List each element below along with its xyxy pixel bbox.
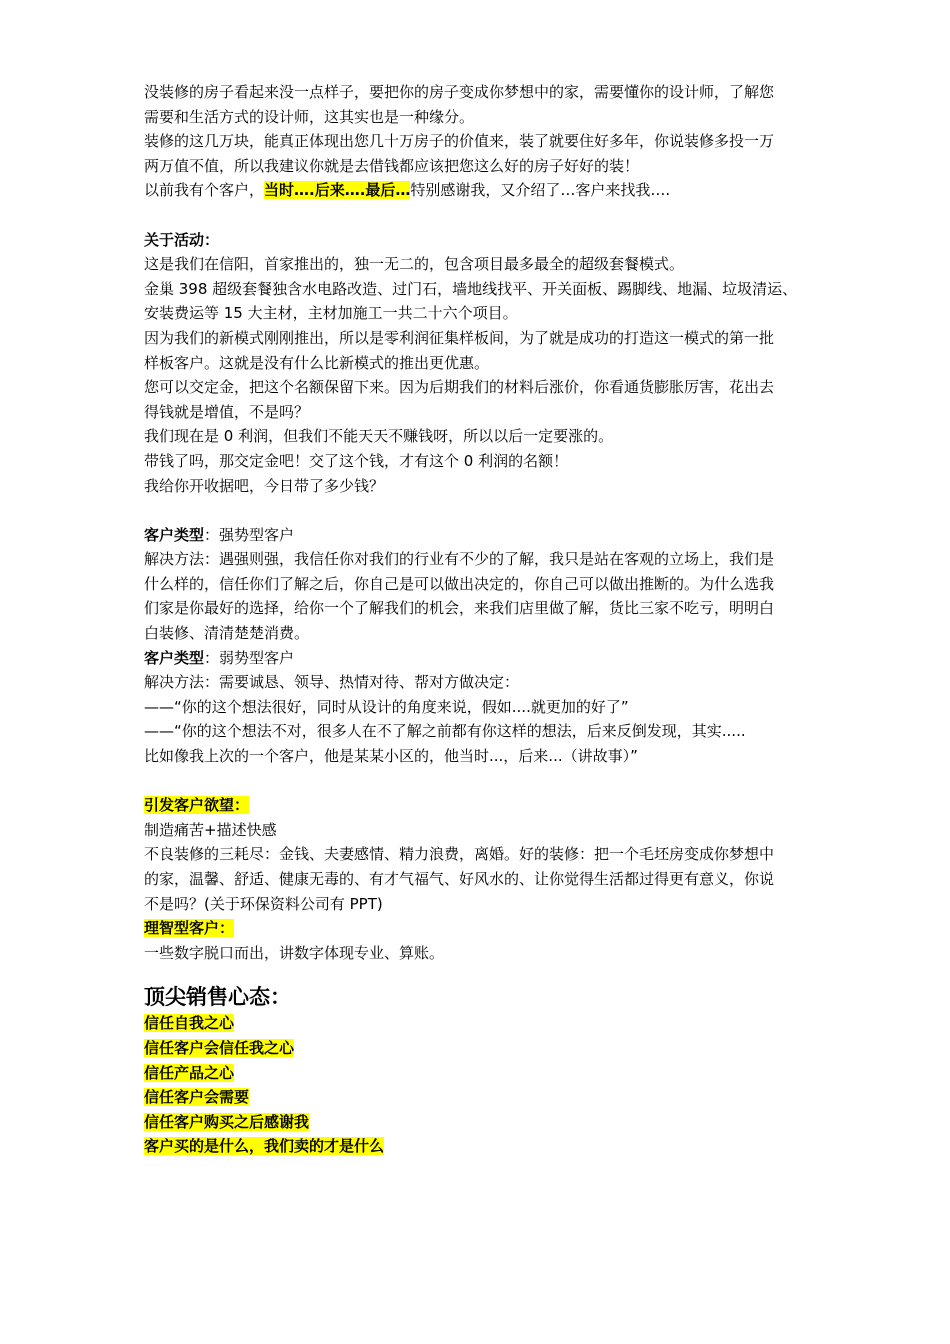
strong-solution-line: 白装修、清清楚楚消费。 <box>144 624 310 643</box>
desire-heading: 引发客户欲望： <box>144 796 250 815</box>
customer-type-strong <box>144 523 864 548</box>
intro-story-line <box>144 178 864 203</box>
desire-line: 的家，温馨、舒适、健康无毒的、有才气福气、好风水的、让你觉得生活都过得更有意义，你说 <box>144 870 775 888</box>
weak-solution-line: ——“你的这个想法不对，很多人在不了解之前都有你这样的想法，后来反倒发现，其实..... <box>144 722 746 741</box>
activity-line: 得钱就是增值，不是吗？ <box>144 402 310 421</box>
activity-heading: 关于活动： <box>144 230 220 249</box>
spacer <box>144 769 864 794</box>
customer-type-weak <box>144 646 864 671</box>
mindset-item-text: 信任客户会需要 <box>144 1088 250 1107</box>
mindset-item <box>144 1011 864 1036</box>
activity-line: 带钱了吗，那交定金吧！交了这个钱，才有这个 0 利润的名额！ <box>144 451 569 470</box>
rational-heading-line <box>144 916 864 941</box>
mindset-item <box>144 1061 864 1086</box>
weak-solution-line: 比如像我上次的一个客户，他是某某小区的，他当时...，后来...（讲故事）” <box>144 747 638 766</box>
desire-line: 制造痛苦+描述快感 <box>144 820 277 839</box>
customer-type-label: 客户类型 <box>144 525 205 544</box>
customer-type-value: ：强势型客户 <box>204 525 295 544</box>
desire-line: 不是吗？(关于环保资料公司有 PPT) <box>144 894 383 913</box>
mindset-heading: 顶尖销售心态： <box>144 985 291 1010</box>
strong-solution-line: 解决方法：遇强则强，我信任你对我们的行业有不少的了解，我只是站在客观的立场上，我们是 <box>144 550 775 569</box>
activity-line: 这是我们在信阳，首家推出的，独一无二的，包含项目最多最全的超级套餐模式。 <box>144 255 685 274</box>
intro-line: 装修的这几万块，能真正体现出您几十万房子的价值来，装了就要住好多年，你说装修多投一万 <box>144 132 775 151</box>
activity-line: 您可以交定金，把这个名额保留下来。因为后期我们的材料后涨价，你看通货膨胀厉害，花出去 <box>144 378 775 397</box>
activity-line: 金巢 398 超级套餐独含水电路改造、过门石，墙地线找平、开关面板、踢脚线、地漏、垃圾清运、 <box>144 279 798 298</box>
document-body <box>144 80 864 1159</box>
spacer <box>144 498 864 523</box>
customer-type-value: ：弱势型客户 <box>204 648 295 667</box>
story-prefix: 以前我有个客户， <box>144 181 265 200</box>
activity-line: 安装费运等 15 大主材，主材加施工一共二十六个项目。 <box>144 304 518 323</box>
mindset-item <box>144 1134 864 1159</box>
strong-solution-line: 们家是你最好的选择，给你一个了解我们的机会，来我们店里做了解，货比三家不吃亏，明明白 <box>144 599 775 618</box>
mindset-item-text: 信任自我之心 <box>144 1014 235 1033</box>
rational-line: 一些数字脱口而出，讲数字体现专业、算账。 <box>144 943 445 962</box>
strong-solution-line: 什么样的，信任你们了解之后，你自己是可以做出决定的，你自己可以做出推断的。为什么选我 <box>144 574 775 593</box>
intro-line: 两万值不值，所以我建议你就是去借钱都应该把您这么好的房子好好的装！ <box>144 156 640 175</box>
desire-line: 不良装修的三耗尽：金钱、夫妻感情、精力浪费，离婚。好的装修：把一个毛坯房变成你梦想中 <box>144 845 775 864</box>
mindset-item-text: 信任客户会信任我之心 <box>144 1038 295 1057</box>
activity-line: 我们现在是 0 利润，但我们不能天天不赚钱呀，所以以后一定要涨的。 <box>144 427 614 446</box>
mindset-item-text: 客户买的是什么，我们卖的才是什么 <box>144 1137 385 1156</box>
intro-line: 需要和生活方式的设计师，这其实也是一种缘分。 <box>144 107 475 126</box>
activity-line: 样板客户。这就是没有什么比新模式的推出更优惠。 <box>144 353 490 372</box>
activity-line: 我给你开收据吧，今日带了多少钱？ <box>144 476 385 495</box>
mindset-item-text: 信任产品之心 <box>144 1063 235 1082</box>
story-suffix: 特别感谢我，又介绍了…客户来找我…. <box>410 181 671 200</box>
spacer <box>144 965 864 979</box>
spacer <box>144 203 864 228</box>
intro-line: 没装修的房子看起来没一点样子，要把你的房子变成你梦想中的家，需要懂你的设计师，了解您 <box>144 83 775 101</box>
rational-heading: 理智型客户： <box>144 919 235 938</box>
mindset-item <box>144 1085 864 1110</box>
weak-solution-line: ——“你的这个想法很好，同时从设计的角度来说，假如....就更加的好了” <box>144 697 629 716</box>
desire-heading-line <box>144 793 864 818</box>
story-highlight: 当时….后来….最后… <box>264 181 411 200</box>
customer-type-label: 客户类型 <box>144 648 205 667</box>
mindset-item <box>144 1036 864 1061</box>
activity-line: 因为我们的新模式刚刚推出，所以是零利润征集样板间，为了就是成功的打造这一模式的第一批 <box>144 328 775 347</box>
weak-solution-line: 解决方法：需要诚恳、领导、热情对待、帮对方做决定： <box>144 673 520 692</box>
mindset-item-text: 信任客户购买之后感谢我 <box>144 1112 310 1131</box>
mindset-item <box>144 1110 864 1135</box>
